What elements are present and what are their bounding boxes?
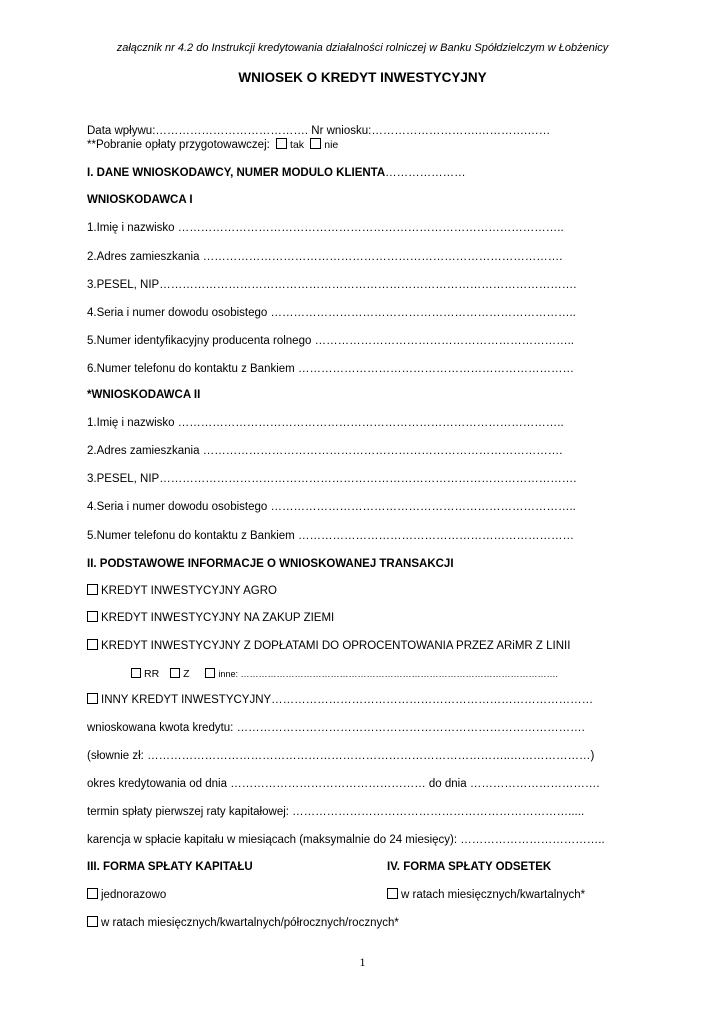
section1-heading: I. DANE WNIOSKODAWCY, NUMER MODULO KLIENTA	[87, 167, 386, 179]
option-other-credit-checkbox[interactable]	[87, 693, 98, 704]
applicant2-field-pesel[interactable]: 3.PESEL, NIP……………………………………………………………………………………………….	[87, 473, 577, 485]
section4-heading: IV. FORMA SPŁATY ODSETEK	[387, 861, 552, 873]
line-rr-label: RR	[144, 668, 160, 680]
section3-heading: III. FORMA SPŁATY KAPITAŁU	[87, 861, 253, 873]
credit-lines-row	[131, 667, 558, 681]
fee-no-checkbox[interactable]	[310, 138, 321, 149]
option-land-checkbox[interactable]	[87, 611, 98, 622]
amount-field[interactable]: wnioskowana kwota kredytu: ……………………………………………………………………………….	[87, 722, 585, 734]
amount-in-words-field[interactable]: (słownie zł: …………………………………………………………………………………..…………………)	[87, 750, 595, 762]
applicant2-field-phone[interactable]: 5.Numer telefonu do kontaktu z Bankiem ………………………………………………………………	[87, 530, 574, 542]
interest-installments-label: w ratach miesięcznych/kwartalnych*	[401, 889, 586, 901]
capital-once-checkbox[interactable]	[87, 888, 98, 899]
applicant1-field-address[interactable]: 2.Adres zamieszkania ………………………………………………………………………………….	[87, 251, 563, 263]
line-other-field[interactable]: inne: …………………………………………………………………………………………….	[218, 669, 558, 679]
capital-installments-label: w ratach miesięcznych/kwartalnych/półrocznych/rocznych*	[101, 917, 399, 929]
interest-installments-option	[387, 888, 585, 902]
fee-line	[87, 138, 338, 152]
section1-heading-line	[87, 166, 466, 180]
document-title: WNIOSEK O KREDYT INWESTYCYJNY	[238, 70, 487, 85]
fee-yes-checkbox[interactable]	[276, 138, 287, 149]
section1-heading-dots: …………………	[385, 167, 466, 179]
first-installment-field[interactable]: termin spłaty pierwszej raty kapitałowej: ……………………………………………………………….....	[87, 806, 585, 818]
applicant1-field-name[interactable]: 1.Imię i nazwisko ………………………………………………………………………………………..	[87, 222, 564, 234]
line-other-checkbox[interactable]	[205, 668, 215, 678]
applicant2-field-id-card[interactable]: 4.Seria i numer dowodu osobistego ……………………………………………………………………..	[87, 501, 576, 513]
option-agro-label: KREDYT INWESTYCYJNY AGRO	[101, 585, 277, 597]
applicant1-heading: WNIOSKODAWCA I	[87, 194, 193, 206]
line-rr-checkbox[interactable]	[131, 668, 141, 678]
option-land	[87, 611, 334, 625]
grace-period-field[interactable]: karencja w spłacie kapitału w miesiącach (maksymalnie do 24 miesięcy): ………………………………..	[87, 834, 605, 846]
header-note: załącznik nr 4.2 do Instrukcji kredytowania działalności rolniczej w Banku Spółdzielczym w Łobżenicy	[116, 42, 609, 54]
fee-no-label: nie	[324, 139, 339, 151]
line-z-checkbox[interactable]	[170, 668, 180, 678]
applicant2-field-address[interactable]: 2.Adres zamieszkania ………………………………………………………………………………….	[87, 445, 563, 457]
option-arimr	[87, 639, 570, 653]
applicant2-heading: *WNIOSKODAWCA II	[87, 389, 201, 401]
option-agro	[87, 584, 277, 598]
section2-heading: II. PODSTAWOWE INFORMACJE O WNIOSKOWANEJ TRANSAKCJI	[87, 558, 454, 570]
applicant2-field-name[interactable]: 1.Imię i nazwisko ………………………………………………………………………………………..	[87, 417, 564, 429]
applicant1-field-pesel[interactable]: 3.PESEL, NIP……………………………………………………………………………………………….	[87, 279, 577, 291]
interest-installments-checkbox[interactable]	[387, 888, 398, 899]
capital-installments-checkbox[interactable]	[87, 916, 98, 927]
option-other-credit-label[interactable]: INNY KREDYT INWESTYCYJNY…………………………………………………………………………	[101, 694, 594, 706]
option-arimr-label: KREDYT INWESTYCYJNY Z DOPŁATAMI DO OPROCENTOWANIA PRZEZ ARiMR Z LINII	[101, 640, 571, 652]
applicant1-field-id-card[interactable]: 4.Seria i numer dowodu osobistego ……………………………………………………………………..	[87, 307, 576, 319]
option-land-label: KREDYT INWESTYCYJNY NA ZAKUP ZIEMI	[101, 612, 335, 624]
period-field[interactable]: okres kredytowania od dnia …………………………………………… do dnia …………………………….	[87, 778, 600, 790]
capital-once-label: jednorazowo	[101, 889, 167, 901]
page-number: 1	[359, 955, 366, 969]
applicant1-field-producer-id[interactable]: 5.Numer identyfikacyjny producenta rolnego …………………………………………………………..	[87, 335, 574, 347]
date-and-number-line: Data wpływu:…………………………………. Nr wniosku:……………………….………….……	[87, 125, 551, 137]
option-agro-checkbox[interactable]	[87, 584, 98, 595]
capital-once-option	[87, 888, 166, 902]
line-z-label: Z	[183, 668, 190, 680]
capital-installments-option	[87, 916, 399, 930]
option-other-credit	[87, 693, 593, 707]
applicant1-field-phone[interactable]: 6.Numer telefonu do kontaktu z Bankiem ………………………………………………………………	[87, 363, 574, 375]
fee-yes-label: tak	[290, 139, 305, 151]
option-arimr-checkbox[interactable]	[87, 639, 98, 650]
fee-label: **Pobranie opłaty przygotowawczej:	[87, 139, 270, 151]
